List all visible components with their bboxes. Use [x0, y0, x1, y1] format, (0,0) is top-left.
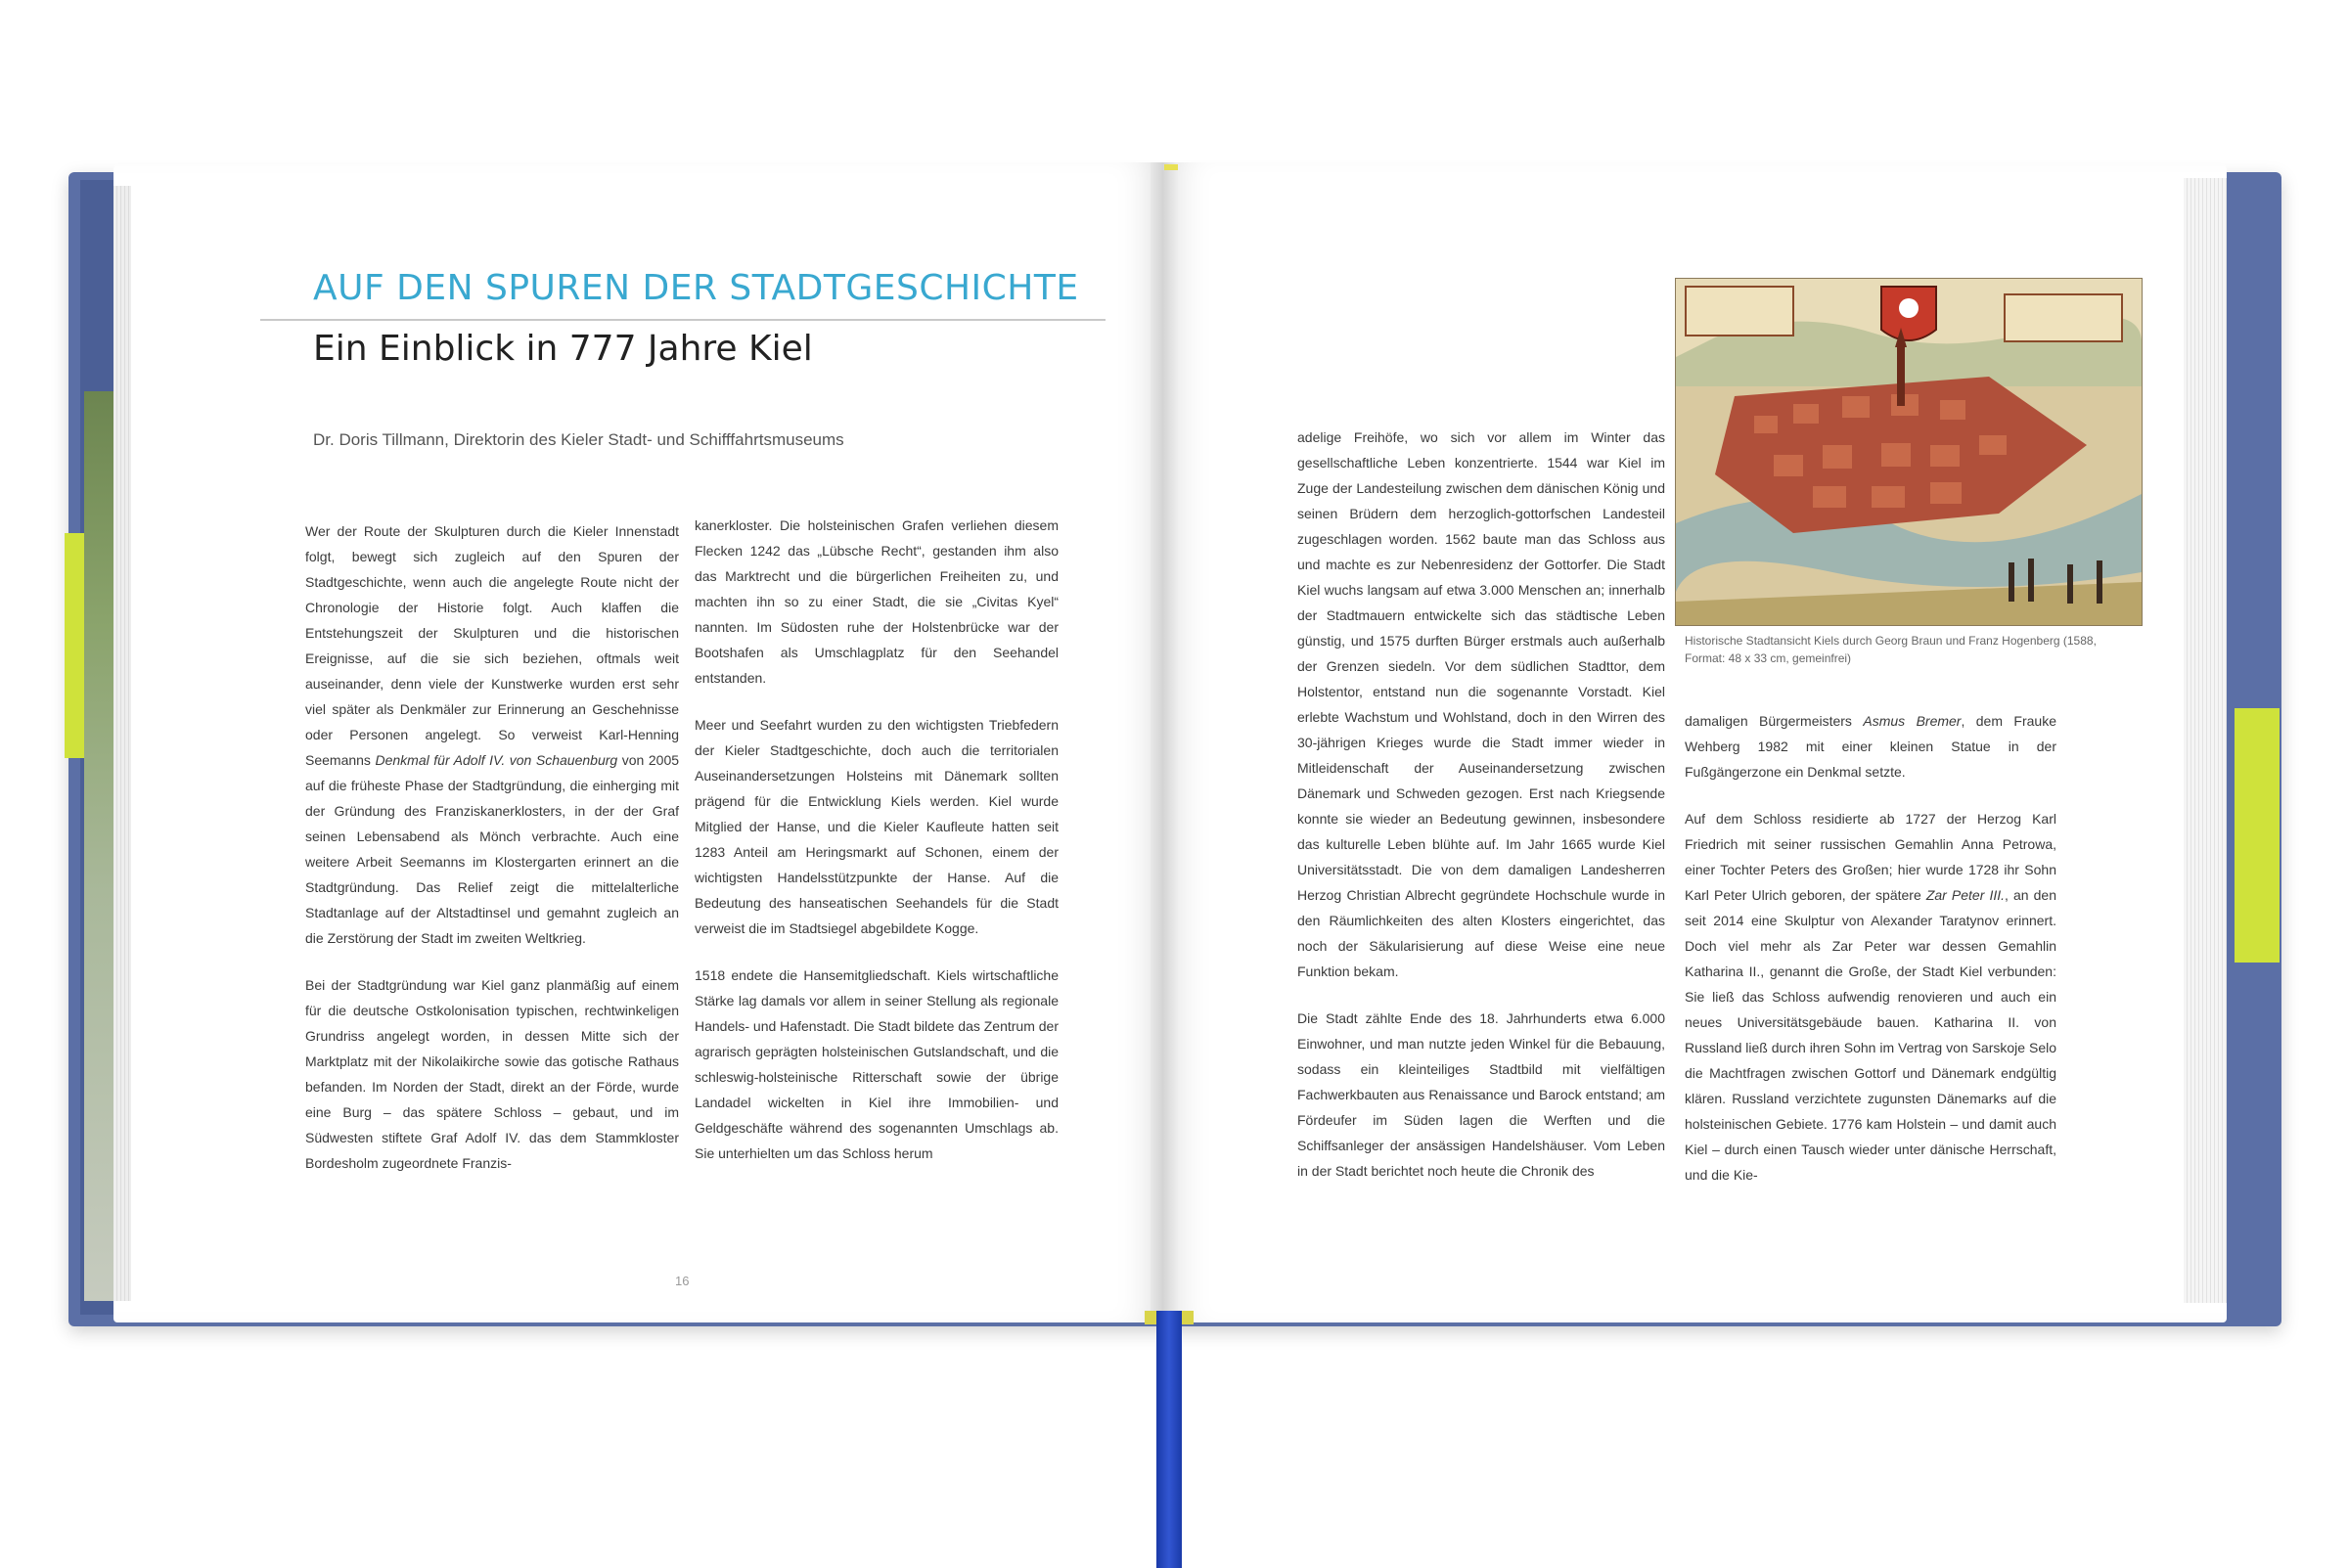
page-block-edge [113, 186, 131, 1301]
paragraph-text: Auf dem Schloss residierte ab 1727 der Herzog Karl Friedrich mit seiner russischen Gemahlin Anna Petrowa, einer Tochter Peters des Großen; hier wurde 1728 ihr Sohn Karl Peter Ulrich geboren, der spätere [1685, 811, 2056, 903]
person-name: Zar Peter III. [1925, 887, 2006, 903]
person-name: Asmus Bremer [1863, 713, 1962, 729]
paragraph: kanerkloster. Die holsteinischen Grafen verliehen diesem Flecken 1242 das „Lübsche Recht“, gestanden ihm also das Marktrecht und die bürgerlichen Freiheiten zu, und machten ihn so zu einer Stadt, die sie „Civitas Kyel“ nannten. Im Südosten ruhe der Holstenbrücke war der Bootshafen als Umschlagplatz für den Seehandel entstanden. [695, 517, 1059, 686]
text-column-3 [1297, 425, 1665, 1205]
text-column-4 [1685, 708, 2056, 1209]
paragraph-text: von 2005 auf die früheste Phase der Stadtgründung, die einherging mit der Gründung des Franziskanerklosters, in der der Graf seinen Lebensabend als Mönch verbrachte. Auch eine weitere Arbeit Seemanns im Klostergarten erinnert an die Stadtgründung. Das Relief zeigt die mittelalterliche Stadtanlage auf der Altstadtinsel und gemahnt zugleich an die Zerstörung der Stadt im zweiten Weltkrieg. [305, 752, 680, 946]
book-gutter [1151, 162, 1178, 1322]
paragraph [305, 518, 679, 951]
section-kicker: AUF DEN SPUREN DER STADTGESCHICHTE [313, 268, 1079, 308]
cover-accent-band [2235, 708, 2280, 963]
city-map-illustration [1676, 279, 2142, 625]
paragraph: Meer und Seefahrt wurden zu den wichtigsten Triebfedern der Kieler Stadtgeschichte, doch auch die territorialen Auseinandersetzungen Holsteins mit Dänemark sollten prägend für die Entwicklung Kiels werden. Kiel wurde Mitglied der Hanse, und die Kieler Kaufleute hatten seit 1283 Anteil am Heringsmarkt auf Schonen, einem der wichtigsten Handelsstützpunkte der Hanse. Auf die Bedeutung des hanseatischen Seehandels für die Stadt verweist die im Stadtsiegel abgebildete Kogge. [695, 717, 1059, 936]
paragraph-text: , dem Frauke Wehberg 1982 mit einer kleinen Statue in der Fußgängerzone ein Denkmal setzte. [1685, 713, 2057, 780]
artwork-title: Denkmal für Adolf IV. von Schauenburg [375, 752, 618, 768]
image-caption: Historische Stadtansicht Kiels durch Georg Braun und Franz Hogenberg (1588, Format: 48 x 33 cm, gemeinfrei) [1685, 634, 2097, 665]
paragraph [1685, 708, 2056, 784]
page-block-edge [2184, 178, 2227, 1303]
paragraph-text: Wer der Route der Skulpturen durch die Kieler Innenstadt folgt, bewegt sich zugleich auf den Spuren der Stadtgeschichte, wenn auch die angelegte Route nicht der Chronologie der Historie folgt. Auch klaffen die Entstehungszeit der Skulpturen und die historischen Ereignisse, auf die sie sich beziehen, oftmals weit auseinander, denn viele der Kunstwerke wurden erst sehr viel später als Denkmäler zur Erinnerung an Geschehnisse oder Personen angelegt. So verweist Karl-Henning Seemanns [305, 523, 679, 768]
author-byline: Dr. Doris Tillmann, Direktorin des Kieler Stadt- und Schifffahrtsmuseums [313, 430, 844, 449]
historic-city-map [1675, 278, 2143, 626]
page-number: 16 [675, 1274, 690, 1288]
heading-rule [260, 319, 1106, 321]
paragraph: adelige Freihöfe, wo sich vor allem im Winter das gesellschaftliche Leben konzentrierte. 1544 war Kiel im Zuge der Landesteilung zwischen dem dänischen König und seinen Brüdern dem herzoglich-gottorfschen Landesteil zugeschlagen worden. 1562 baute man das Schloss aus und machte es zur Nebenresidenz der Gottorfer. Die Stadt Kiel wuchs langsam auf etwa 3.000 Menschen an; innerhalb der Stadtmauern entwickelte sich das städtische Leben günstig, und 1575 durften Bürger erstmals auch außerhalb der Grenzen siedeln. Vor dem südlichen Stadttor, dem Holstentor, entstand nun die sogenannte Vorstadt. Kiel erlebte Wachstum und Wohlstand, doch in den Wirren des 30-jährigen Krieges wurde die Stadt immer wieder in Mitleidenschaft der Auseinandersetzung zwischen Dänemark und Schweden gezogen. Erst nach Kriegsende konnte sie wieder an Bedeutung gewinnen, insbesondere das kulturelle Leben blühte auf. Im Jahr 1665 wurde Kiel Universitätsstadt. Die von dem damaligen Landesherren Herzog Christian Albrecht gegründete Hochschule wurde in den Räumlichkeiten des alten Klosters eingerichtet, das noch der Säkularisierung auf diese Weise eine neue Funktion bekam. [1297, 429, 1665, 979]
text-column-2 [695, 513, 1059, 1187]
paragraph: Bei der Stadtgründung war Kiel ganz planmäßig auf einem für die deutsche Ostkolonisation typischen, rechtwinkeligen Grundriss angelegt worden, in dessen Mitte sich der Marktplatz mit der Nikolaikirche sowie das gotische Rathaus befanden. Im Norden der Stadt, direkt an der Förde, wurde eine Burg – das spätere Schloss – gebaut, und im Südwesten stiftete Graf Adolf IV. das dem Stammkloster Bordesholm zugeordnete Franzis- [305, 977, 679, 1171]
paragraph: Die Stadt zählte Ende des 18. Jahrhunderts etwa 6.000 Einwohner, und man nutzte jeden Winkel für die Bebauung, sodass ein kleinteiliges Stadtbild mit vielfältigen Fachwerkbauten aus Renaissance und Barock entstand; am Fördeufer im Süden lagen die Werften und die Schiffsanleger der ansässigen Handelshäuser. Vom Leben in der Stadt berichtet noch heute die Chronik des [1297, 1010, 1665, 1179]
text-column-1 [305, 518, 679, 1197]
paragraph-text: damaligen Bürgermeisters [1685, 713, 1852, 729]
paragraph: 1518 endete die Hansemitgliedschaft. Kiels wirtschaftliche Stärke lag damals vor allem in seiner Stellung als regionale Handels- und Hafenstadt. Die Stadt bildete das Zentrum der agrarisch geprägten holsteinischen Gutslandschaft, und die schleswig-holsteinische Ritterschaft sowie der übrige Landadel wickelten in Kiel ihre Immobilien- und Geldgeschäfte während des sogenannten Umschlags ab. Sie unterhielten um das Schloss herum [695, 967, 1059, 1161]
page-title: Ein Einblick in 777 Jahre Kiel [313, 329, 813, 369]
paragraph-text: , an den seit 2014 eine Skulptur von Alexander Taratynov erinnert. Doch viel mehr als Zar Peter war dessen Gemahlin Katharina II., genannt die Große, der Stadt Kiel verbunden: Sie ließ das Schloss aufwendig renovieren und auch ein neues Universitätsgebäude bauen. Katharina II. von Russland ließ durch ihren Sohn im Vertrag von Sarskoje Selo die Machtfragen zwischen Gottorf und Dänemark endgültig klären. Russland verzichtete zugunsten Dänemarks auf die holsteinischen Gebiete. 1776 kam Holstein – und damit auch Kiel – durch einen Tausch wieder unter dänische Herrschaft, und die Kie- [1685, 887, 2056, 1183]
flyleaf-photo [84, 391, 115, 1301]
bookmark-ribbon-top [1164, 164, 1178, 170]
paragraph [1685, 806, 2056, 1187]
bookmark-ribbon [1156, 1311, 1182, 1568]
